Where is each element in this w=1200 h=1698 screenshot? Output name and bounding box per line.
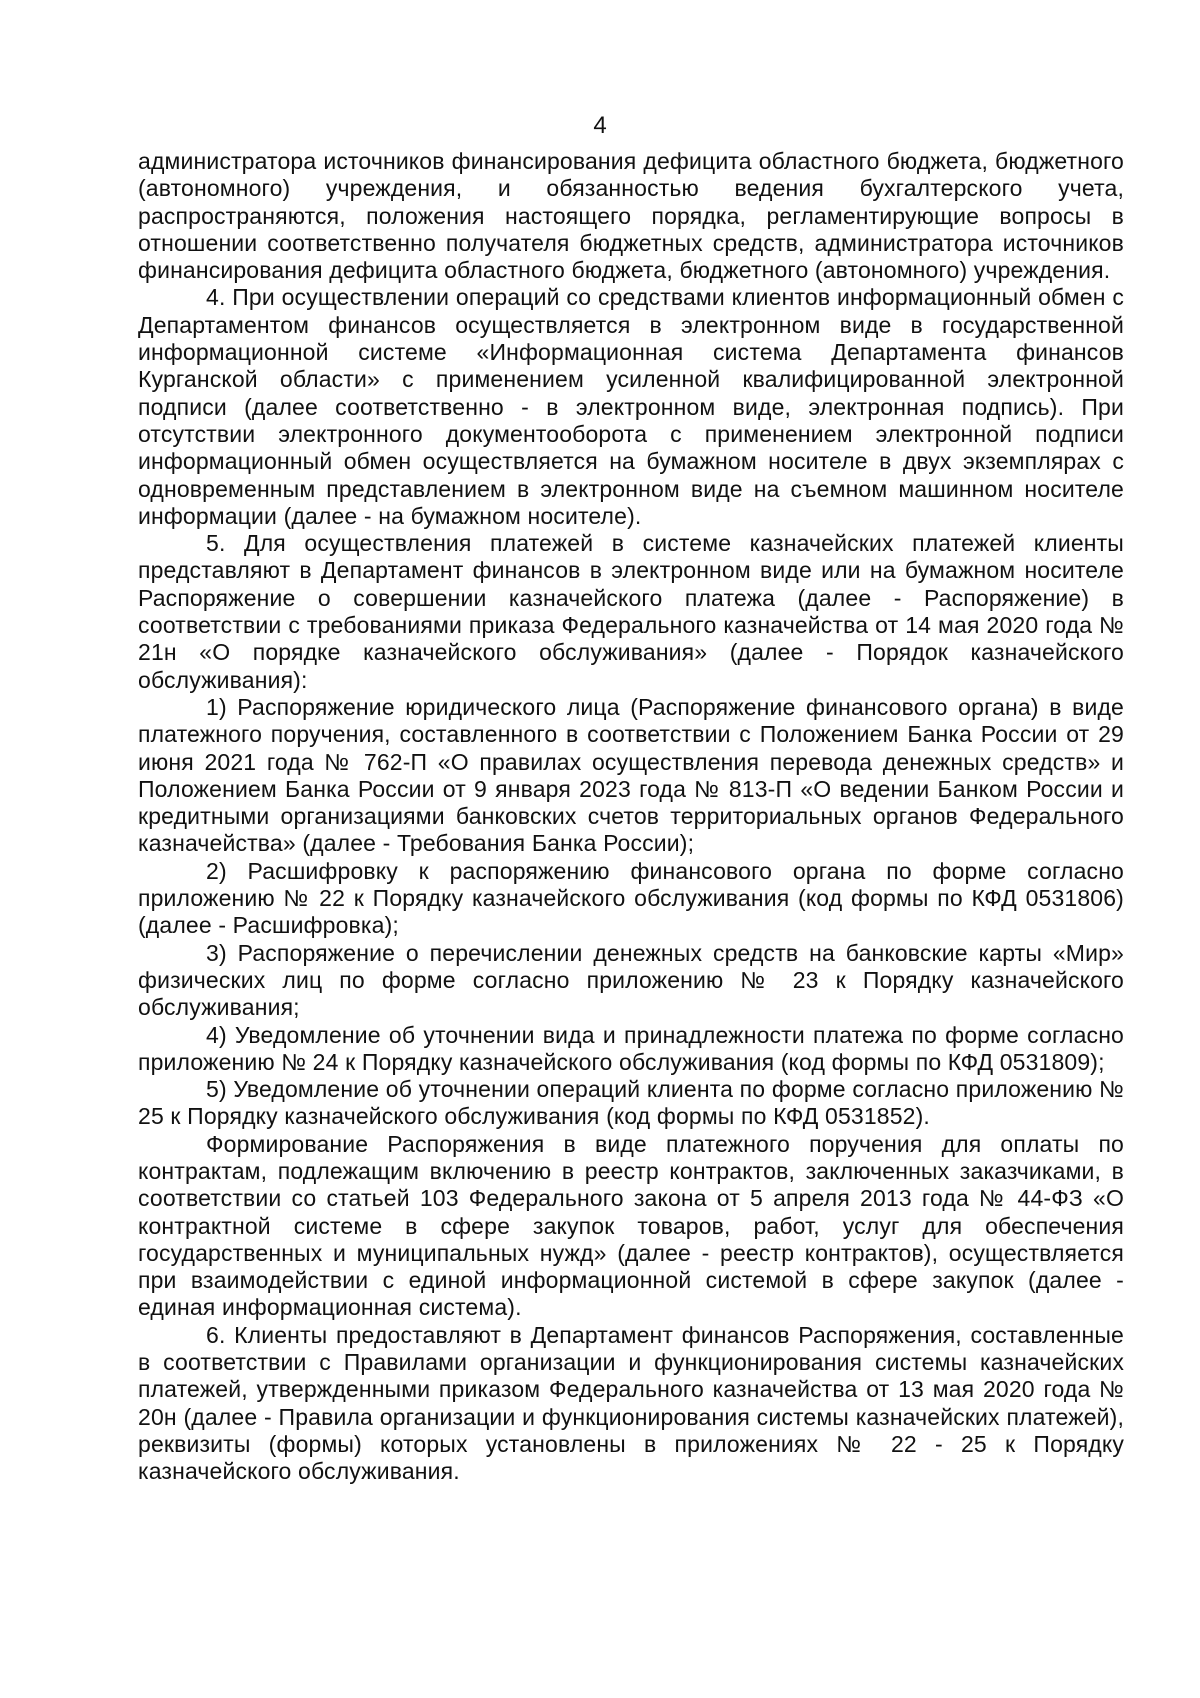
subitem-3: 3) Распоряжение о перечислении денежных средств на банковские карты «Мир» физических лиц по форме согласно приложению № 23 к Порядку казначейского обслуживания; [138, 939, 1124, 1021]
page-number: 4 [593, 112, 607, 139]
subitem-4: 4) Уведомление об уточнении вида и принадлежности платежа по форме согласно приложению № 24 к Порядку казначейского обслуживания (код формы по КФД 0531809); [138, 1021, 1124, 1075]
document-body [138, 148, 1124, 1486]
paragraph-contracts: Формирование Распоряжения в виде платежного поручения для оплаты по контрактам, подлежащим включению в реестр контрактов, заключенных заказчиками, в соответствии со статьей 103 Федерального закона от 5 апреля 2013 года № 44-ФЗ «О контрактной системе в сфере закупок товаров, работ, услуг для обеспечения государственных и муниципальных нужд» (далее - реестр контрактов), осуществляется при взаимодействии с единой информационной системой в сфере закупок (далее - единая информационная система). [138, 1130, 1124, 1321]
paragraph-item-4: 4. При осуществлении операций со средствами клиентов информационный обмен с Департаментом финансов осуществляется в электронном виде в государственной информационной системе «Информационная система Департамента финансов Курганской области» с применением усиленной квалифицированной электронной подписи (далее соответственно - в электронном виде, электронная подпись). При отсутствии электронного документооборота с применением электронной подписи информационный обмен осуществляется на бумажном носителе в двух экземплярах с одновременным представлением в электронном виде на съемном машинном носителе информации (далее - на бумажном носителе). [138, 284, 1124, 529]
subitem-1: 1) Распоряжение юридического лица (Распоряжение финансового органа) в виде платежного поручения, составленного в соответствии с Положением Банка России от 29 июня 2021 года № 762-П «О правилах осуществления перевода денежных средств» и Положением Банка России от 9 января 2023 года № 813-П «О ведении Банком России и кредитными организациями банковских счетов территориальных органов Федерального казначейства» (далее - Требования Банка России); [138, 693, 1124, 857]
paragraph-continuation: администратора источников финансирования дефицита областного бюджета, бюджетного (автономного) учреждения, и обязанностью ведения бухгалтерского учета, распространяются, положения настоящего порядка, регламентирующие вопросы в отношении соответственно получателя бюджетных средств, администратора источников финансирования дефицита областного бюджета, бюджетного (автономного) учреждения. [138, 148, 1124, 284]
subitem-5: 5) Уведомление об уточнении операций клиента по форме согласно приложению № 25 к Порядку казначейского обслуживания (код формы по КФД 0531852). [138, 1076, 1124, 1130]
paragraph-item-6: 6. Клиенты предоставляют в Департамент финансов Распоряжения, составленные в соответствии с Правилами организации и функционирования системы казначейских платежей, утвержденными приказом Федерального казначейства от 13 мая 2020 года № 20н (далее - Правила организации и функционирования системы казначейских платежей), реквизиты (формы) которых установлены в приложениях № 22 - 25 к Порядку казначейского обслуживания. [138, 1321, 1124, 1485]
subitem-2: 2) Расшифровку к распоряжению финансового органа по форме согласно приложению № 22 к Порядку казначейского обслуживания (код формы по КФД 0531806) (далее - Расшифровка); [138, 857, 1124, 939]
paragraph-item-5: 5. Для осуществления платежей в системе казначейских платежей клиенты представляют в Департамент финансов в электронном виде или на бумажном носителе Распоряжение о совершении казначейского платежа (далее - Распоряжение) в соответствии с требованиями приказа Федерального казначейства от 14 мая 2020 года № 21н «О порядке казначейского обслуживания» (далее - Порядок казначейского обслуживания): [138, 530, 1124, 693]
